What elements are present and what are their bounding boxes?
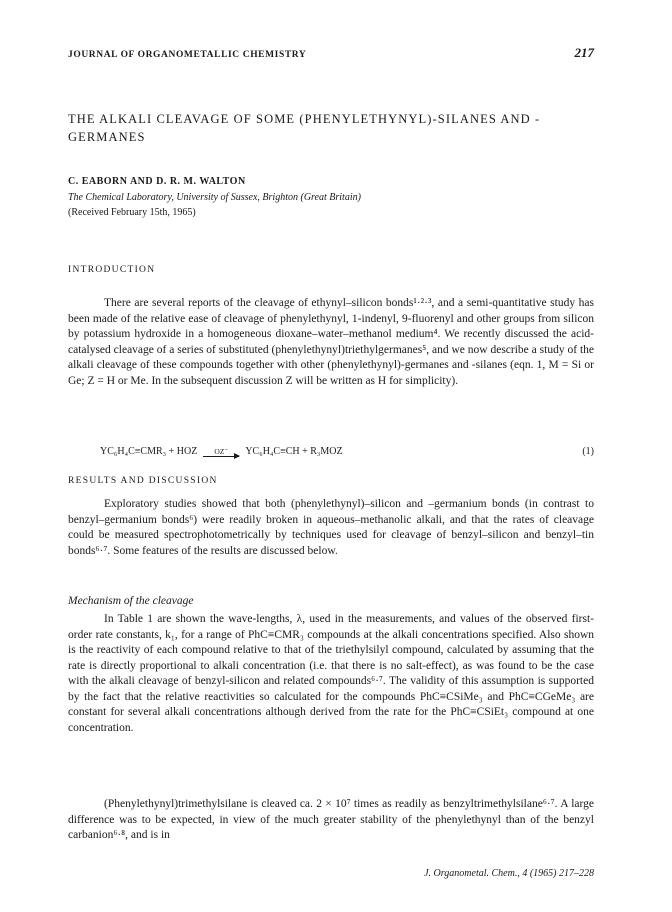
equation-reactants: YC₆H₄C≡CMR₃ + HOZ bbox=[100, 446, 198, 457]
running-head bbox=[68, 45, 594, 61]
journal-name: JOURNAL OF ORGANOMETALLIC CHEMISTRY bbox=[68, 50, 307, 60]
affiliation: The Chemical Laboratory, University of Sussex, Brighton (Great Britain) bbox=[68, 192, 361, 203]
arrow-label: OZ⁻ bbox=[214, 446, 229, 456]
paragraph-last: (Phenylethynyl)trimethylsilane is cleaved ca. 2 × 10⁷ times as readily as benzyltrimethylsilane⁶·⁷. A large difference was to be expected, in view of the much greater stability of the phenylethynyl than of the benzyl carbanion⁶·⁸, and is in bbox=[68, 798, 594, 841]
section-heading-results: RESULTS AND DISCUSSION bbox=[68, 476, 218, 486]
paragraph-introduction: There are several reports of the cleavage of ethynyl–silicon bonds¹·²·³, and a semi-quantitative study has been made of the relative ease of cleavage of phenylethynyl, 1-indenyl, 9-fluorenyl and other groups from silicon by potassium hydroxide in a homogeneous dioxane–water–methanol medium⁴. We recently discussed the acid-catalysed cleavage of a series of substituted (phenylethynyl)triethylgermanes⁵, and we now describe a study of the alkali cleavage of these compounds together with other (phenylethynyl)-germanes and -silanes (eqn. 1, M = Si or Ge; Z = H or Me. In the subsequent discussion Z will be written as H for simplicity). bbox=[68, 297, 594, 387]
footer-citation: J. Organometal. Chem., 4 (1965) 217–228 bbox=[424, 868, 594, 879]
section-heading-introduction: INTRODUCTION bbox=[68, 265, 156, 275]
page-number: 217 bbox=[574, 45, 594, 60]
equation-1 bbox=[100, 446, 594, 457]
received-date: (Received February 15th, 1965) bbox=[68, 207, 196, 218]
authors: C. EABORN AND D. R. M. WALTON bbox=[68, 176, 246, 187]
equation-number: (1) bbox=[582, 446, 594, 457]
reaction-arrow bbox=[203, 447, 239, 457]
equation-products: YC₆H₄C≡CH + R₃MOZ bbox=[245, 446, 343, 457]
arrow-icon bbox=[203, 456, 239, 457]
paragraph-results: Exploratory studies showed that both (phenylethynyl)–silicon and –germanium bonds (in contrast to benzyl–germanium bonds⁶) were readily broken in aqueous–methanolic alkali, and that the rates of cleavage could be measured spectrophotometrically by techniques used for cleavage of benzyl–silicon and benzyl–tin bonds⁶·⁷. Some features of the results are discussed below. bbox=[68, 498, 594, 557]
equation-body bbox=[100, 446, 343, 457]
article-title: THE ALKALI CLEAVAGE OF SOME (PHENYLETHYNYL)-SILANES AND -GERMANES bbox=[68, 112, 541, 144]
subheading-mechanism: Mechanism of the cleavage bbox=[68, 595, 194, 607]
paragraph-mechanism: In Table 1 are shown the wave-lengths, λ, used in the measurements, and values of the observed first-order rate constants, k₁, for a range of PhC≡CMR₃ compounds at the alkali concentrations specified. Also shown is the reactivity of each compound relative to that of the triethylsilyl compound, calculated by assuming that the rate is directly proportional to alkali concentration (i.e. that there is no salt-effect), as was found to be the case with the alkali cleavage of benzyl-silicon and related compounds⁶·⁷. The validity of this assumption is supported by the fact that the relative reactivities so calculated for the compounds PhC≡CSiMe₃ and PhC≡CGeMe₃ are constant for several alkali concentrations although derived from the rate for the PhC≡CSiEt₃ compound at one concentration. bbox=[68, 613, 594, 734]
